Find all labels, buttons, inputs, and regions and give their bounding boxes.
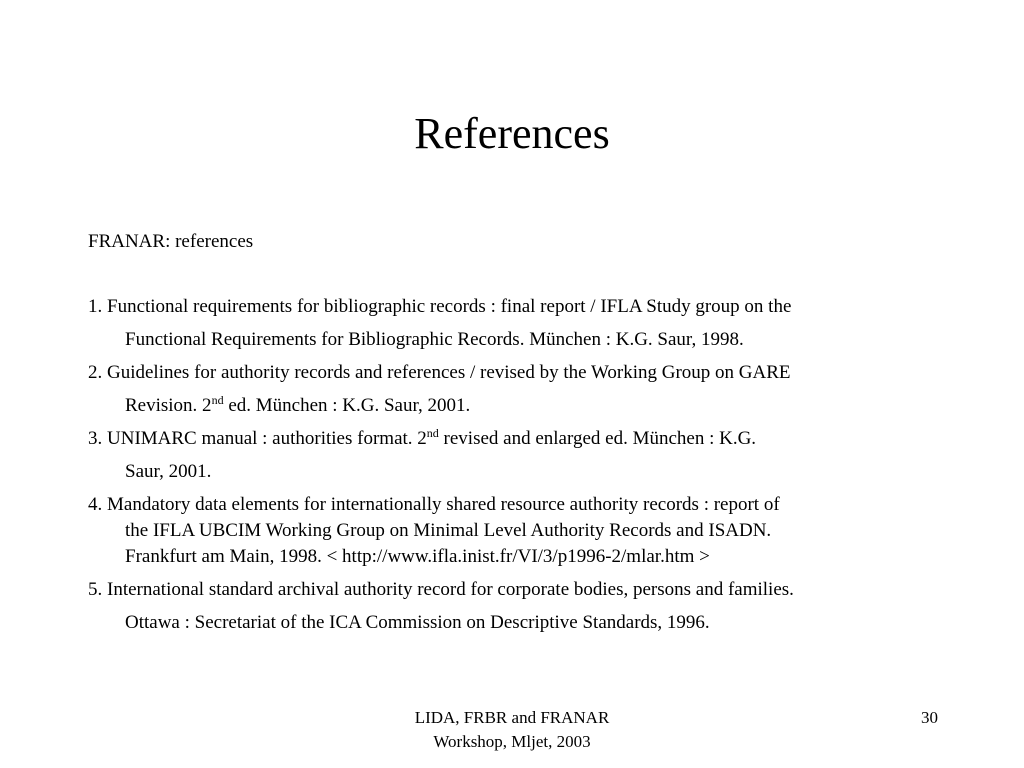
footer-caption <box>362 706 662 754</box>
reference-item <box>88 426 958 492</box>
reference-line: the IFLA UBCIM Working Group on Minimal Level Authority Records and ISADN. <box>125 520 772 541</box>
reference-line: 1. Functional requirements for bibliographic records : final report / IFLA Study group on the <box>88 296 792 317</box>
reference-text: 3. UNIMARC manual : authorities format. 2 <box>88 428 427 449</box>
reference-line: Functional Requirements for Bibliographic Records. München : K.G. Saur, 1998. <box>125 329 744 350</box>
reference-text: revised and enlarged ed. München : K.G. <box>438 428 757 449</box>
footer-caption-line: LIDA, FRBR and FRANAR <box>414 708 610 727</box>
reference-line: 4. Mandatory data elements for internationally shared resource authority records : report of <box>88 494 780 515</box>
reference-text: Revision. 2 <box>125 395 212 416</box>
reference-line: Saur, 2001. <box>125 461 212 482</box>
reference-line: Ottawa : Secretariat of the ICA Commission on Descriptive Standards, 1996. <box>125 612 710 633</box>
slide-title: References <box>414 109 610 158</box>
reference-line-url: Frankfurt am Main, 1998. < http://www.ifla.inist.fr/VI/3/p1996-2/mlar.htm > <box>125 546 710 567</box>
reference-line: 5. International standard archival authority record for corporate bodies, persons and families. <box>88 579 794 600</box>
reference-item <box>88 492 958 570</box>
reference-line <box>88 393 958 426</box>
page-number: 30 <box>921 708 938 727</box>
reference-line: 2. Guidelines for authority records and references / revised by the Working Group on GARE <box>88 362 791 383</box>
ordinal-superscript: nd <box>211 393 224 407</box>
reference-text: ed. München : K.G. Saur, 2001. <box>223 395 471 416</box>
section-subtitle: FRANAR: references <box>88 231 254 252</box>
reference-item <box>88 360 958 426</box>
references-list <box>88 294 958 643</box>
reference-item <box>88 294 958 360</box>
ordinal-superscript: nd <box>426 426 439 440</box>
reference-item <box>88 577 958 643</box>
footer-caption-line: Workshop, Mljet, 2003 <box>433 732 591 751</box>
reference-line <box>88 426 958 459</box>
